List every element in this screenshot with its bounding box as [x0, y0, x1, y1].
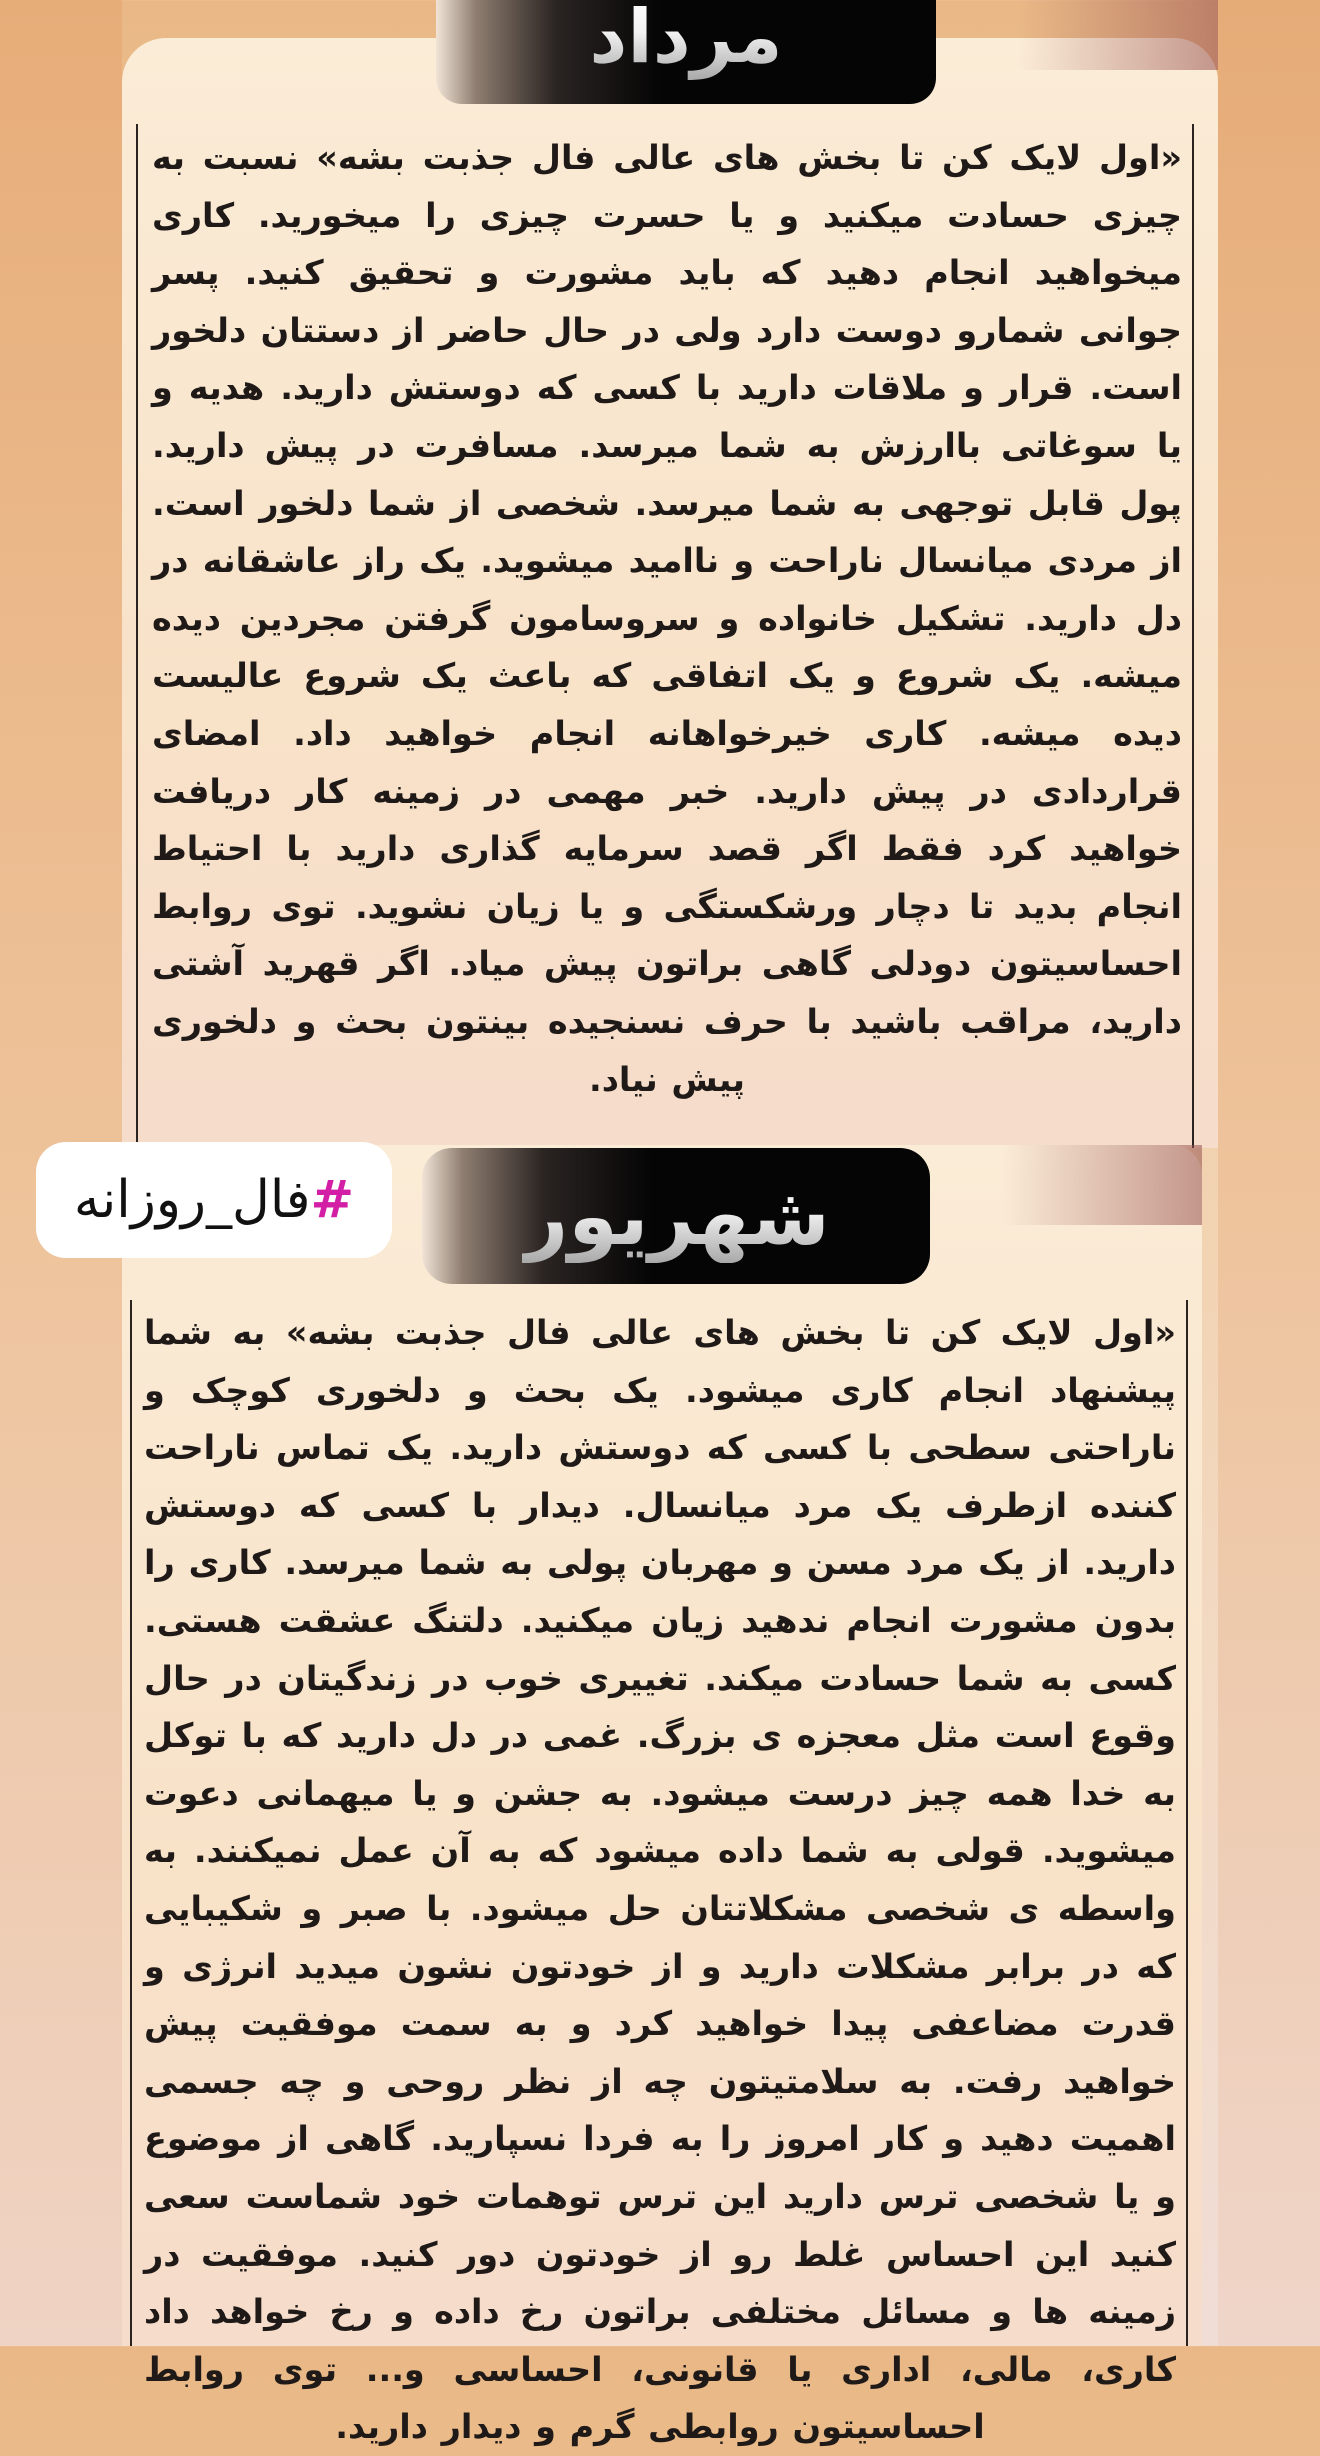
section-title: شهریور [522, 1169, 830, 1263]
card-corner-shade [1002, 1145, 1202, 1225]
card-corner-shade [1018, 0, 1218, 70]
section-body-text: «اول لایک کن تا بخش های عالی فال جذبت بشه» به شما پیشنهاد انجام کاری میشود. یک بحث و دلخوری کوچک و ناراحتی سطحی با کسی که دوستش دارید. یک تماس ناراحت کننده ازطرف یک مرد میانسال. دیدار با کسی که دوستش دارید. از یک مرد مسن و مهربان پولی به شما میرسد. کاری را بدون مشورت انجام ندهید زیان میکنید. دلتنگ عشقت هستی. کسی به شما حسادت میکند. تغییری خوب در زندگیتان در حال وقوع است مثل معجزه ی بزرگ. غمی در دل دارید که با توکل به خدا همه چیز درست میشود. به جشن و یا میهمانی دعوت میشوید. قولی به شما داده میشود که به آن عمل نمیکنند. به واسطه ی شخصی مشکلاتتان حل میشود. با صبر و شکیبایی که در برابر مشکلات دارید و از خودتون نشون میدید انرژی و قدرت مضاعفی پیدا خواهید کرد و به سمت موفقیت پیش خواهید رفت. به سلامتیتون چه از نظر روحی و چه جسمی اهمیت دهید و کار امروز را به فردا نسپارید. گاهی از موضوع و یا شخصی ترس دارید این ترس توهمات خود شماست سعی کنید این احساس غلط رو از خودتون دور کنید. موفقیت در زمینه ها و مسائل مختلفی براتون رخ داده و رخ خواهد داد کاری، مالی، اداری یا قانونی، احساسی و... توی روابط احساسیتون روابطی گرم و دیدار دارید. [130, 1300, 1188, 2346]
section-title: مرداد [589, 0, 782, 80]
section-title-banner-shahrivar [422, 1148, 930, 1284]
section-body-text: «اول لایک کن تا بخش های عالی فال جذبت بشه» نسبت به چیزی حسادت میکنید و یا حسرت چیزی را میخورید. کاری میخواهید انجام دهید که باید مشورت و تحقیق کنید. پسر جوانی شمارو دوست دارد ولی در حال حاضر از دستتان دلخور است. قرار و ملاقات دارید با کسی که دوستش دارید. هدیه و یا سوغاتی باارزش به شما میرسد. مسافرت در پیش دارید. پول قابل توجهی به شما میرسد. شخصی از شما دلخور است. از مردی میانسال ناراحت و ناامید میشوید. یک راز عاشقانه در دل دارید. تشکیل خانواده و سروسامون گرفتن مجردین دیده میشه. یک شروع و یک اتفاقی که باعث یک شروع عالیست دیده میشه. کاری خیرخواهانه انجام خواهید داد. امضای قراردادی در پیش دارید. خبر مهمی در زمینه کار دریافت خواهید کرد فقط اگر قصد سرمایه گذاری دارید با احتیاط انجام بدید تا دچار ورشکستگی و یا زیان نشوید. توی روابط احساسیتون دودلی گاهی براتون پیش میاد. اگر قهرید آشتی دارید، مراقب باشید با حرف نسنجیده بینتون بحث و دلخوری پیش نیاد. [136, 124, 1194, 1148]
hashtag-symbol: # [310, 1170, 355, 1230]
section-title-banner-mordad [436, 0, 936, 104]
background-right-strip [1218, 0, 1320, 2346]
hashtag-text: فال_روزانه [73, 1170, 311, 1230]
hashtag-sticker[interactable] [36, 1142, 392, 1258]
